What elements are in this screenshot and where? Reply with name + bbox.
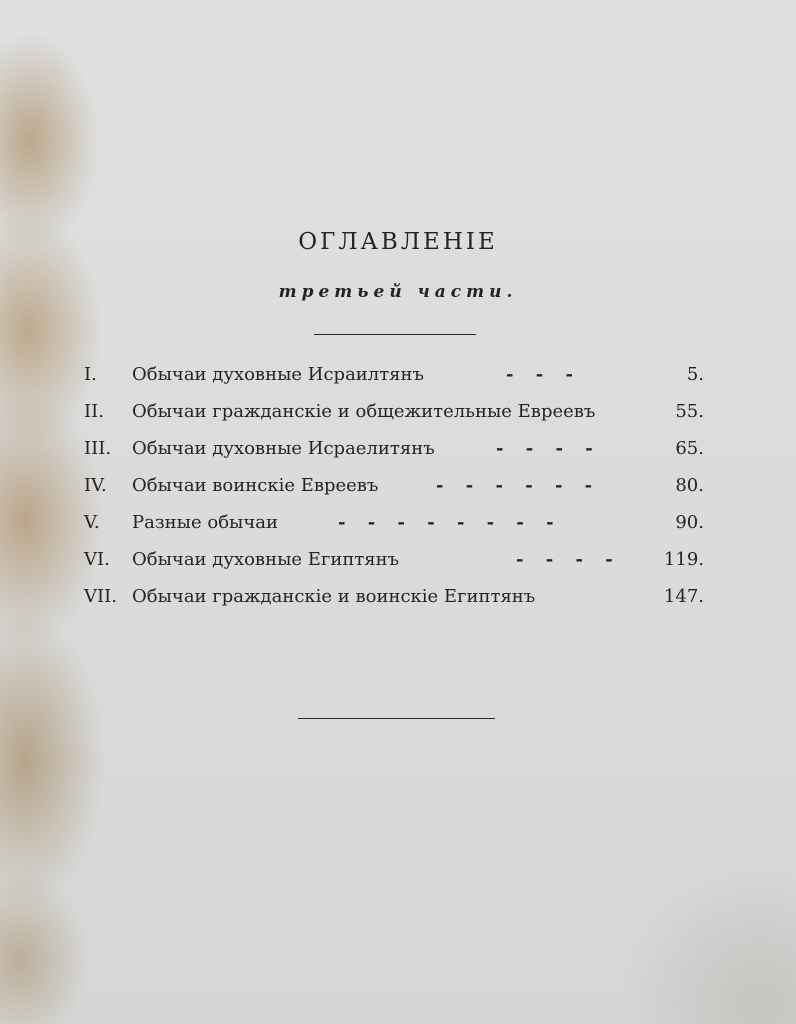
toc-entry-number: IV. xyxy=(84,475,107,496)
toc-entry-page: 90. xyxy=(675,512,704,533)
toc-entry-number: III. xyxy=(84,438,112,459)
toc-entry-number: VII. xyxy=(84,586,117,607)
toc-entry-7 xyxy=(84,580,704,614)
page-title: ОГЛАВЛЕНІЕ xyxy=(298,229,498,255)
toc-entry-page: 5. xyxy=(686,364,704,385)
toc-entry-leader: - - - - - - xyxy=(436,475,593,496)
toc-entry-page: 55. xyxy=(675,401,704,422)
toc-entry-2 xyxy=(84,395,704,429)
toc-entry-5 xyxy=(84,506,704,540)
toc-entry-number: II. xyxy=(84,401,104,422)
toc-entry-number: V. xyxy=(84,512,100,533)
toc-entry-6 xyxy=(84,543,704,577)
page-subtitle: третьей части. xyxy=(278,282,518,302)
toc-entry-leader: - - - - xyxy=(496,438,593,459)
top-divider xyxy=(314,334,476,335)
toc-entry-leader: - - - - - - - - xyxy=(338,512,554,533)
toc-entry-title: Обычаи гражданскіе и общежительные Евреевъ xyxy=(132,401,596,422)
toc-entry-4 xyxy=(84,469,704,503)
toc-entry-title: Разные обычаи xyxy=(132,512,278,533)
toc-entry-title: Обычаи воинскіе Евреевъ xyxy=(132,475,379,496)
toc-entry-number: VI. xyxy=(84,549,110,570)
toc-entry-title: Обычаи гражданскіе и воинскіе Египтянъ xyxy=(132,586,536,607)
toc-entry-1 xyxy=(84,358,704,392)
toc-entry-title: Обычаи духовные Египтянъ xyxy=(132,549,400,570)
toc-entry-number: I. xyxy=(84,364,97,385)
toc-entry-title: Обычаи духовные Исраилтянъ xyxy=(132,364,424,385)
toc-entry-title: Обычаи духовные Исраелитянъ xyxy=(132,438,435,459)
bottom-divider xyxy=(298,718,495,719)
toc-entry-page: 119. xyxy=(663,549,704,570)
toc-entry-page: 80. xyxy=(675,475,704,496)
toc-entry-page: 65. xyxy=(675,438,704,459)
toc-entry-leader: - - - - xyxy=(516,549,613,570)
toc-entry-3 xyxy=(84,432,704,466)
toc-entry-leader: - - - xyxy=(506,364,573,385)
toc-entry-page: 147. xyxy=(663,586,704,607)
